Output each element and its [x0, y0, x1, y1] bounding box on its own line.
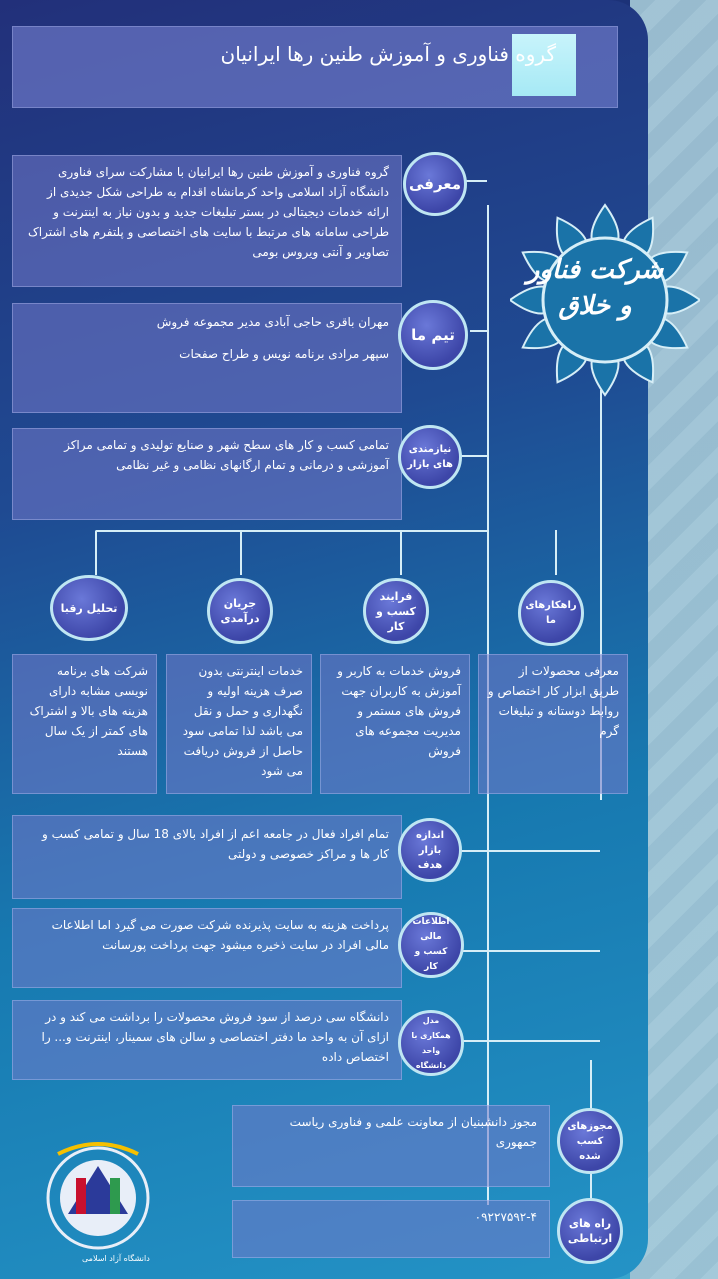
revenue-text: خدمات اینترنتی بدون صرف هزینه اولیه و نگهداری و حمل و نقل می باشد لذا تمامی سود حاصل از فروش دریافت می شود: [182, 664, 303, 778]
competitors-text: شرکت های برنامه نویسی مشابه دارای هزینه های بالا و اشتراک های کمتر از یک سال هستند: [29, 664, 148, 758]
intro-text: گروه فناوری و آموزش طنین رها ایرانیان با مشارکت سرای فناوری دانشگاه آزاد اسلامی واحد کرمانشاه اقدام به طراحی شکل جدیدی از ارائه خدمات دیجیتالی در بستر تبلیغات جدید و بدون نیاز به اینترنت و طراحی سامانه های مرتبط با سایت های اختصاصی و پلتفرم های اشتراک تصاویر و آنتی ویروس بومی: [28, 165, 389, 259]
competitors-circle: تحلیل رقبا: [50, 575, 128, 641]
finance-box: [12, 908, 402, 988]
contact-text: ۰۹۲۲۷۵۹۲-۴: [474, 1210, 537, 1224]
needs-circle: نیازمندی های بازار: [398, 425, 462, 489]
market-size-text: تمام افراد فعال در جامعه اعم از افراد بالای 18 سال و تمامی کسب و کار ها و مراکز خصوصی و دولتی: [42, 827, 389, 861]
finance-text: پرداخت هزینه به سایت پذیرنده شرکت صورت می گیرد اما اطلاعات مالی افراد در سایت ذخیره میشود جهت پرداخت پورسانت: [51, 918, 389, 952]
licenses-circle: مجوزهای کسب شده: [557, 1108, 623, 1174]
university-logo-icon: [28, 1136, 168, 1254]
finance-circle: اطلاعات مالی کسب و کار: [398, 912, 464, 978]
market-size-circle: اندازه بازار هدف: [398, 818, 462, 882]
page-title: گروه فناوری و آموزش طنین رها ایرانیان: [220, 42, 556, 66]
needs-text: تمامی کسب و کار های سطح شهر و صنایع تولیدی و تمامی مراکز آموزشی و درمانی و تمام ارگانهای نظامی و غیر نظامی: [64, 438, 389, 472]
process-text: فروش خدمات به کاربر و آموزش به کاربران جهت فروش های مستمر و مدیریت مجموعه های فروش: [337, 664, 461, 758]
solutions-circle: راهکارهای ما: [518, 580, 584, 646]
licenses-text: مجوز دانشبنیان از معاونت علمی و فناوری ریاست جمهوری: [289, 1115, 537, 1149]
needs-box: [12, 428, 402, 520]
process-box: [320, 654, 470, 794]
process-circle: فرایند کسب و کار: [363, 578, 429, 644]
brand-name: [515, 252, 675, 324]
licenses-box: [232, 1105, 550, 1187]
revenue-circle: جریان درآمدی: [207, 578, 273, 644]
logo-caption: دانشگاه آزاد اسلامی: [82, 1254, 150, 1263]
cooperation-circle: مدل همکاری با واحد دانشگاه: [398, 1010, 464, 1076]
intro-box: [12, 155, 402, 287]
brand-line-1: شرکت فناور: [526, 255, 664, 285]
cooperation-text: دانشگاه سی درصد از سود فروش محصولات را برداشت می کند و در ازای آن به واحد ما دفتر اختصاصی و سالن های سمینار، اینترنت و... را اختصاص داده: [41, 1010, 389, 1064]
revenue-box: [166, 654, 312, 794]
intro-circle: معرفی: [403, 152, 467, 216]
market-size-box: [12, 815, 402, 899]
solutions-box: [478, 654, 628, 794]
team-box: [12, 303, 402, 413]
brand-line-2: و خلاق: [558, 291, 632, 321]
solutions-text: معرفی محصولات از طریق ابزار کار اختصاص و روابط دوستانه و تبلیغات گرم: [487, 664, 619, 738]
competitors-box: [12, 654, 157, 794]
team-member-2: سپهر مرادی برنامه نویس و طراح صفحات: [179, 347, 389, 361]
team-circle: تیم ما: [398, 300, 468, 370]
team-member-1: مهران باقری حاجی آبادی مدیر مجموعه فروش: [156, 315, 389, 329]
contact-box: [232, 1200, 550, 1258]
cooperation-box: [12, 1000, 402, 1080]
contact-circle: راه های ارتباطی: [557, 1198, 623, 1264]
